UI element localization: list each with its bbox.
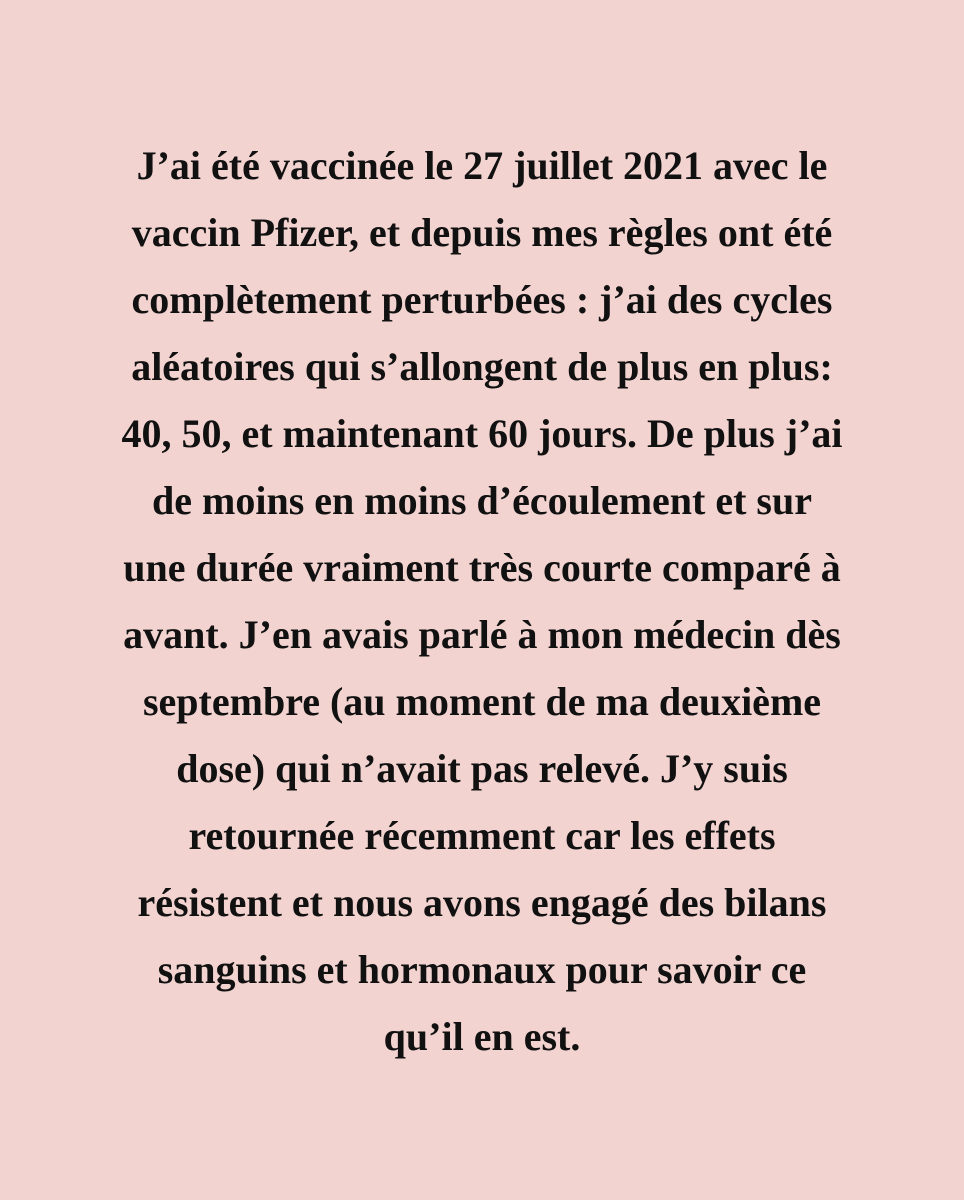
text-line: 40, 50, et maintenant 60 jours. De plus j’ai <box>121 411 843 456</box>
text-line: complètement perturbées : j’ai des cycles <box>131 277 833 322</box>
text-line: qu’il en est. <box>383 1014 581 1059</box>
text-line: aléatoires qui s’allongent de plus en plus: <box>131 344 833 389</box>
text-line: vaccin Pfizer, et depuis mes règles ont été <box>131 210 833 255</box>
text-line: résistent et nous avons engagé des bilans <box>137 880 827 925</box>
text-line: J’ai été vaccinée le 27 juillet 2021 avec le <box>136 143 828 188</box>
text-line: retournée récemment car les effets <box>188 813 776 858</box>
text-line: sanguins et hormonaux pour savoir ce <box>157 947 807 992</box>
text-line: avant. J’en avais parlé à mon médecin dès <box>123 612 841 657</box>
text-line: de moins en moins d’écoulement et sur <box>152 478 812 523</box>
text-line: septembre (au moment de ma deuxième <box>142 679 822 724</box>
text-line: dose) qui n’avait pas relevé. J’y suis <box>176 746 788 791</box>
testimony-text <box>60 132 904 1070</box>
text-line: une durée vraiment très courte comparé à <box>123 545 841 590</box>
